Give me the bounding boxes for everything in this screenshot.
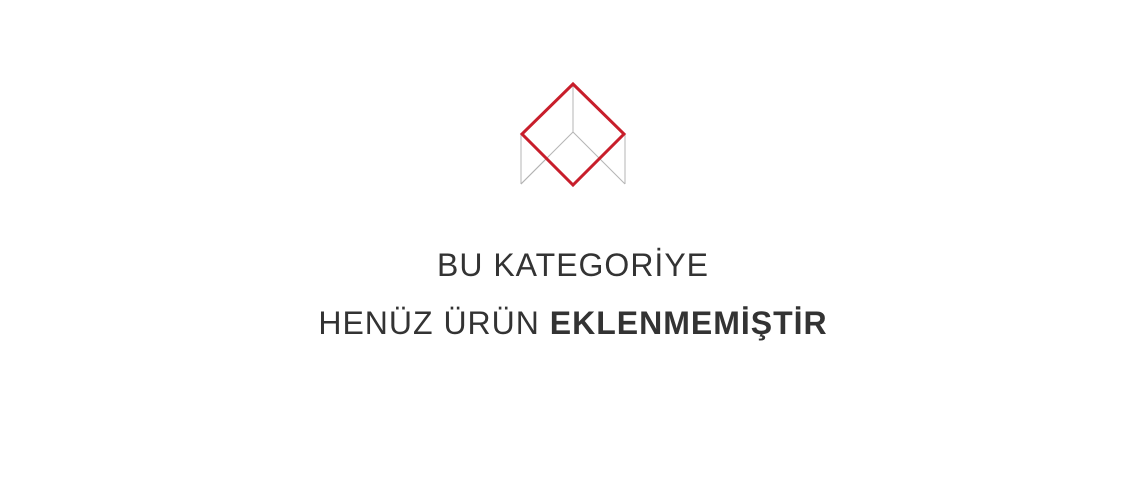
message-line-1 (0, 236, 1146, 294)
diamond-house-logo-icon (518, 80, 630, 190)
message-line-2-regular: HENÜZ ÜRÜN (318, 305, 540, 341)
message-line-2 (0, 294, 1146, 352)
message-line-1-text: BU KATEGORİYE (436, 247, 709, 283)
message-line-2-bold: EKLENMEMİŞTİR (549, 305, 828, 341)
empty-category-message (0, 236, 1146, 352)
brand-logo (518, 80, 630, 190)
